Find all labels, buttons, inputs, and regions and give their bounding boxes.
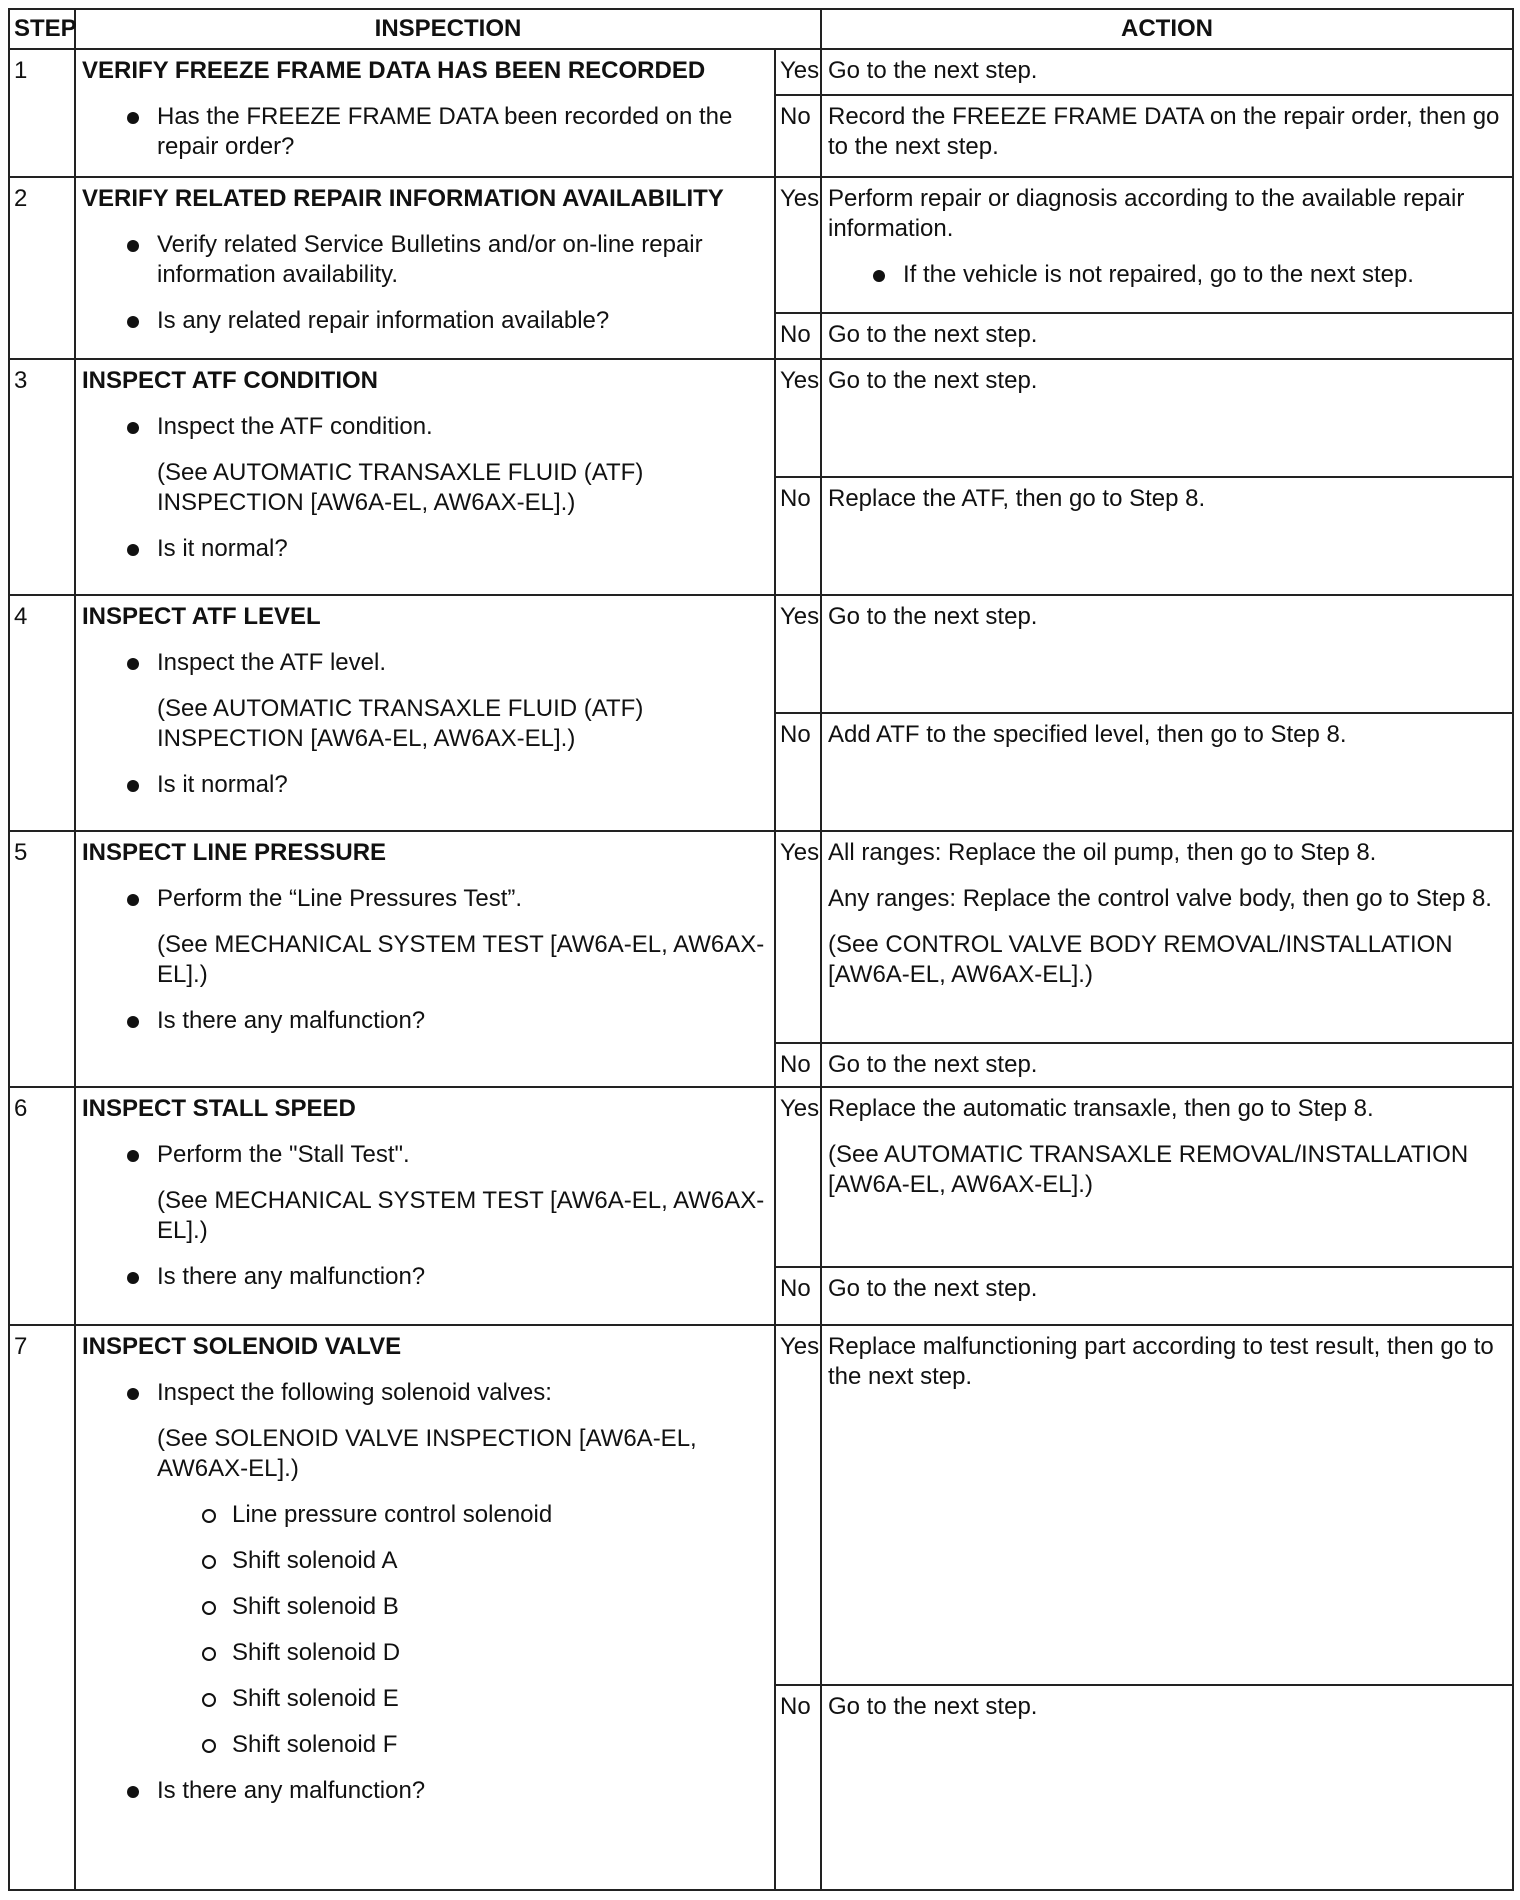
table-row (9, 359, 1513, 477)
step-number: 7 (9, 1325, 75, 1890)
no-action (821, 1267, 1513, 1325)
inspection-cell (75, 595, 775, 831)
inspection-item: Is it normal? (82, 770, 768, 800)
no-label: No (775, 1685, 821, 1890)
action-text: Add ATF to the specified level, then go to Step 8. (828, 721, 1347, 748)
header-step: STEP (9, 9, 75, 49)
yes-label: Yes (775, 177, 821, 313)
step-number: 1 (9, 49, 75, 177)
table-row (9, 1325, 1513, 1685)
yes-action (821, 595, 1513, 713)
action-text: Perform repair or diagnosis according to the available repair information. (828, 185, 1465, 242)
table-row (9, 49, 1513, 95)
no-label: No (775, 313, 821, 359)
inspection-cell (75, 1325, 775, 1890)
reference-text: (See SOLENOID VALVE INSPECTION [AW6A-EL, AW6AX-EL].) (157, 1425, 697, 1482)
action-text: (See AUTOMATIC TRANSAXLE REMOVAL/INSTALLATION [AW6A-EL, AW6AX-EL].) (828, 1141, 1469, 1198)
step-number: 2 (9, 177, 75, 359)
inspection-item: Is it normal? (82, 534, 768, 564)
inspection-item: Is there any malfunction? (82, 1006, 768, 1036)
no-label: No (775, 95, 821, 177)
yes-action (821, 1325, 1513, 1685)
step-title: INSPECT ATF LEVEL (82, 603, 321, 630)
action-text: All ranges: Replace the oil pump, then go to Step 8. (828, 839, 1377, 866)
action-text: Go to the next step. (828, 1051, 1038, 1078)
sub-item: Shift solenoid B (82, 1592, 768, 1622)
yes-action (821, 49, 1513, 95)
table-row (9, 177, 1513, 313)
inspection-cell (75, 177, 775, 359)
reference-text: (See MECHANICAL SYSTEM TEST [AW6A-EL, AW6AX-EL].) (157, 1187, 765, 1244)
yes-label: Yes (775, 595, 821, 713)
inspection-cell (75, 49, 775, 177)
sub-item: Shift solenoid A (82, 1546, 768, 1576)
action-text: Go to the next step. (828, 603, 1038, 630)
step-title: INSPECT SOLENOID VALVE (82, 1333, 402, 1360)
yes-action (821, 1087, 1513, 1267)
inspection-item: Is any related repair information available? (82, 306, 768, 336)
yes-action (821, 359, 1513, 477)
sub-item: Shift solenoid F (82, 1730, 768, 1760)
action-text: Go to the next step. (828, 57, 1038, 84)
yes-label: Yes (775, 49, 821, 95)
inspection-item: Is there any malfunction? (82, 1262, 768, 1292)
reference-text: (See AUTOMATIC TRANSAXLE FLUID (ATF) INSPECTION [AW6A-EL, AW6AX-EL].) (157, 695, 644, 752)
inspection-cell (75, 1087, 775, 1325)
action-text: Go to the next step. (828, 321, 1038, 348)
step-title: INSPECT STALL SPEED (82, 1095, 356, 1122)
header-inspection: INSPECTION (75, 9, 821, 49)
step-number: 4 (9, 595, 75, 831)
sub-item: Shift solenoid D (82, 1638, 768, 1668)
yes-label: Yes (775, 831, 821, 1043)
step-title: VERIFY FREEZE FRAME DATA HAS BEEN RECORDED (82, 57, 706, 84)
action-text: Go to the next step. (828, 1693, 1038, 1720)
step-number: 6 (9, 1087, 75, 1325)
table-header-row (9, 9, 1513, 49)
diagnostic-procedure-table (8, 8, 1514, 1891)
sub-item: Shift solenoid E (82, 1684, 768, 1714)
inspection-cell (75, 359, 775, 595)
reference-text: (See MECHANICAL SYSTEM TEST [AW6A-EL, AW6AX-EL].) (157, 931, 765, 988)
action-text: Go to the next step. (828, 367, 1038, 394)
action-bullet: If the vehicle is not repaired, go to the next step. (828, 260, 1506, 290)
action-text: Record the FREEZE FRAME DATA on the repair order, then go to the next step. (828, 103, 1500, 160)
action-text: Replace malfunctioning part according to test result, then go to the next step. (828, 1333, 1494, 1390)
yes-label: Yes (775, 359, 821, 477)
yes-label: Yes (775, 1087, 821, 1267)
inspection-item: Verify related Service Bulletins and/or on-line repair information availability. (82, 230, 768, 290)
step-number: 5 (9, 831, 75, 1087)
table-row (9, 595, 1513, 713)
inspection-cell (75, 831, 775, 1087)
inspection-item: Perform the "Stall Test". (82, 1140, 768, 1170)
inspection-item: Inspect the ATF condition. (82, 412, 768, 442)
step-title: INSPECT ATF CONDITION (82, 367, 378, 394)
yes-action (821, 831, 1513, 1043)
inspection-item: Has the FREEZE FRAME DATA been recorded on the repair order? (82, 102, 768, 162)
action-text: (See CONTROL VALVE BODY REMOVAL/INSTALLATION [AW6A-EL, AW6AX-EL].) (828, 931, 1453, 988)
inspection-item: Inspect the following solenoid valves: (82, 1378, 768, 1408)
no-action (821, 713, 1513, 831)
yes-action (821, 177, 1513, 313)
no-label: No (775, 713, 821, 831)
sub-item: Line pressure control solenoid (82, 1500, 768, 1530)
no-action (821, 313, 1513, 359)
step-title: INSPECT LINE PRESSURE (82, 839, 387, 866)
inspection-item: Inspect the ATF level. (82, 648, 768, 678)
table-row (9, 831, 1513, 1043)
no-action (821, 1685, 1513, 1890)
action-text: Any ranges: Replace the control valve body, then go to Step 8. (828, 885, 1492, 912)
no-action (821, 477, 1513, 595)
header-action: ACTION (821, 9, 1513, 49)
inspection-item: Perform the “Line Pressures Test”. (82, 884, 768, 914)
no-label: No (775, 1267, 821, 1325)
inspection-item: Is there any malfunction? (82, 1776, 768, 1806)
action-text: Replace the ATF, then go to Step 8. (828, 485, 1206, 512)
no-action (821, 95, 1513, 177)
step-title: VERIFY RELATED REPAIR INFORMATION AVAILABILITY (82, 185, 724, 212)
no-action (821, 1043, 1513, 1087)
table-row (9, 1087, 1513, 1267)
reference-text: (See AUTOMATIC TRANSAXLE FLUID (ATF) INSPECTION [AW6A-EL, AW6AX-EL].) (157, 459, 644, 516)
action-text: Go to the next step. (828, 1275, 1038, 1302)
no-label: No (775, 1043, 821, 1087)
action-text: Replace the automatic transaxle, then go to Step 8. (828, 1095, 1374, 1122)
step-number: 3 (9, 359, 75, 595)
yes-label: Yes (775, 1325, 821, 1685)
no-label: No (775, 477, 821, 595)
